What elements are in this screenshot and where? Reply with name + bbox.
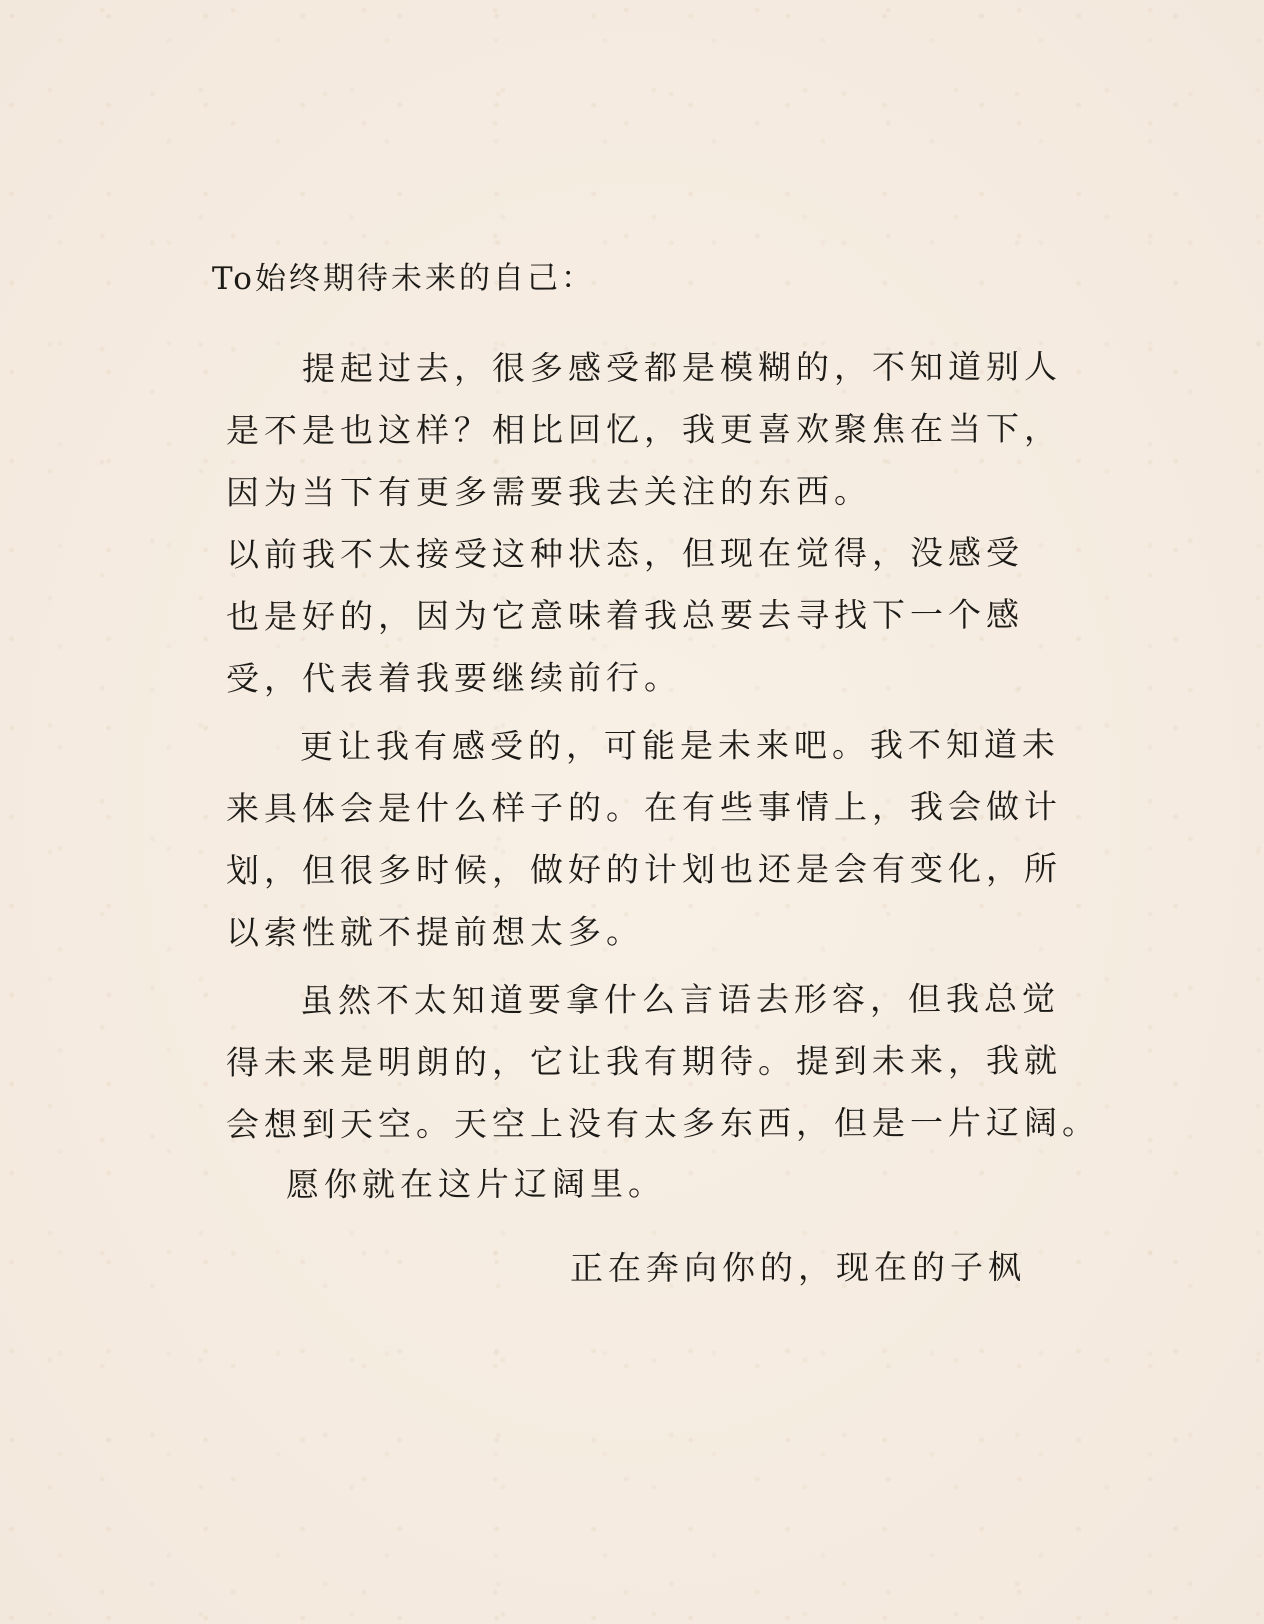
letter-line: 划，但很多时候，做好的计划也还是会有变化，所 xyxy=(225,848,1063,891)
letter-line: 是不是也这样？相比回忆，我更喜欢聚焦在当下， xyxy=(225,408,1063,451)
letter-line: 以前我不太接受这种状态，但现在觉得，没感受 xyxy=(225,532,1025,575)
letter-line: 更让我有感受的，可能是未来吧。我不知道未 xyxy=(299,724,1061,766)
letter-line: 以索性就不提前想太多。 xyxy=(225,911,645,953)
letter-line: 受，代表着我要继续前行。 xyxy=(225,657,683,699)
letter-salutation: To始终期待未来的自己： xyxy=(211,260,595,298)
letter-line: 也是好的，因为它意味着我总要去寻找下一个感 xyxy=(225,594,1025,637)
letter-signature: 正在奔向你的，现在的子枫 xyxy=(569,1247,1027,1288)
letter-line: 得未来是明朗的，它让我有期待。提到未来，我就 xyxy=(225,1040,1063,1083)
letter-line: 会想到天空。天空上没有太多东西，但是一片辽阔。 xyxy=(225,1102,1101,1145)
letter-line: 愿你就在这片辽阔里。 xyxy=(285,1163,667,1204)
letter-line: 来具体会是什么样子的。在有些事情上，我会做计 xyxy=(225,786,1063,829)
letter-line: 虽然不太知道要拿什么言语去形容，但我总觉 xyxy=(299,978,1061,1020)
letter-line: 因为当下有更多需要我去关注的东西。 xyxy=(225,471,873,513)
letter-line: 提起过去，很多感受都是模糊的，不知道别人 xyxy=(301,346,1063,388)
